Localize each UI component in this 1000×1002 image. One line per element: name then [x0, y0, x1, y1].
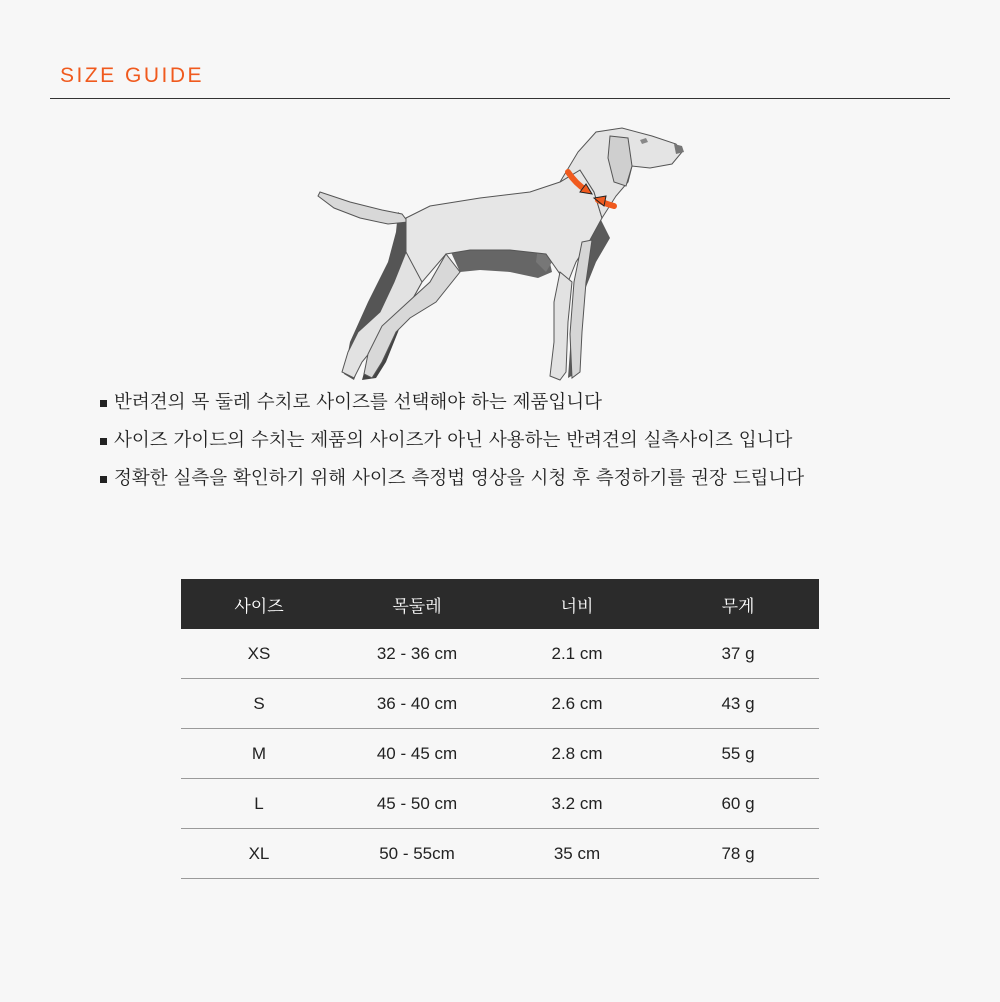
- page-title: SIZE GUIDE: [60, 64, 205, 87]
- note-item: [100, 466, 804, 504]
- table-row: [181, 779, 819, 829]
- cell-neck: 32 - 36 cm: [337, 629, 497, 679]
- note-item: [100, 428, 804, 466]
- cell-size: XL: [181, 829, 337, 879]
- cell-width: 2.6 cm: [497, 679, 657, 729]
- table-row: [181, 679, 819, 729]
- title-divider: [50, 98, 950, 99]
- header-weight: 무게: [657, 579, 819, 629]
- bullet-icon: [100, 400, 107, 407]
- size-notes-list: [100, 390, 804, 504]
- table-row: [181, 729, 819, 779]
- header-size: 사이즈: [181, 579, 337, 629]
- table-header-row: [181, 579, 819, 629]
- cell-weight: 78 g: [657, 829, 819, 879]
- size-table: [181, 579, 819, 879]
- cell-width: 35 cm: [497, 829, 657, 879]
- cell-neck: 50 - 55cm: [337, 829, 497, 879]
- cell-neck: 40 - 45 cm: [337, 729, 497, 779]
- cell-width: 3.2 cm: [497, 779, 657, 829]
- cell-size: L: [181, 779, 337, 829]
- cell-width: 2.1 cm: [497, 629, 657, 679]
- cell-size: M: [181, 729, 337, 779]
- cell-weight: 55 g: [657, 729, 819, 779]
- note-text: 반려견의 목 둘레 수치로 사이즈를 선택해야 하는 제품입니다: [114, 392, 602, 413]
- cell-neck: 36 - 40 cm: [337, 679, 497, 729]
- cell-weight: 43 g: [657, 679, 819, 729]
- note-item: [100, 390, 804, 428]
- cell-neck: 45 - 50 cm: [337, 779, 497, 829]
- bullet-icon: [100, 438, 107, 445]
- dog-neck-measurement-icon: [310, 122, 690, 384]
- table-row: [181, 829, 819, 879]
- bullet-icon: [100, 476, 107, 483]
- cell-weight: 37 g: [657, 629, 819, 679]
- header-neck: 목둘레: [337, 579, 497, 629]
- header-width: 너비: [497, 579, 657, 629]
- note-text: 정확한 실측을 확인하기 위해 사이즈 측정법 영상을 시청 후 측정하기를 권장 드립니다: [114, 468, 805, 489]
- cell-size: S: [181, 679, 337, 729]
- note-text: 사이즈 가이드의 수치는 제품의 사이즈가 아닌 사용하는 반려견의 실측사이즈 입니다: [114, 430, 793, 451]
- table-row: [181, 629, 819, 679]
- cell-weight: 60 g: [657, 779, 819, 829]
- cell-size: XS: [181, 629, 337, 679]
- cell-width: 2.8 cm: [497, 729, 657, 779]
